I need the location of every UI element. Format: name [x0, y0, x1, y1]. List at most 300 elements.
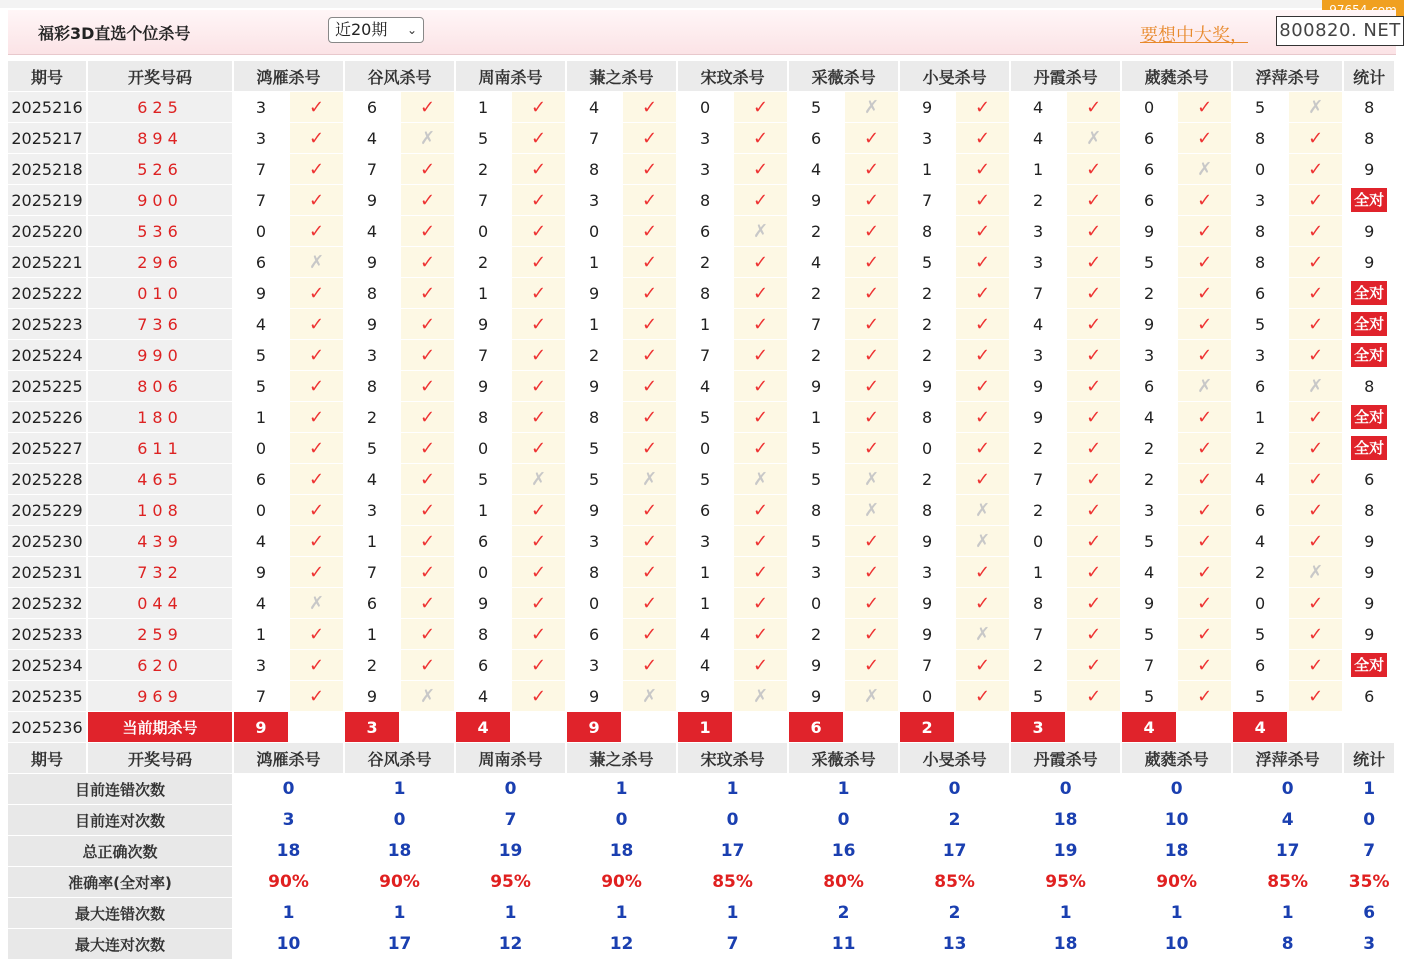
- kill-number-cell: 5: [456, 464, 512, 495]
- check-icon: ✓: [623, 619, 678, 650]
- kill-number-cell: 9: [678, 681, 734, 712]
- check-icon: ✓: [1067, 340, 1122, 371]
- table-row: [8, 247, 1396, 278]
- period-select-value: 近20期: [335, 20, 388, 39]
- check-icon: ✓: [1289, 154, 1344, 185]
- check-icon: ✓: [734, 371, 789, 402]
- issue-cell: 2025234: [8, 650, 88, 681]
- summary-value: 18: [234, 836, 345, 867]
- table-row: [8, 154, 1396, 185]
- draw-numbers-cell: 526: [88, 154, 234, 185]
- kill-number-cell: 5: [567, 433, 623, 464]
- check-icon: ✓: [734, 123, 789, 154]
- summary-value: 19: [1011, 836, 1122, 867]
- kill-number-cell: 2: [456, 247, 512, 278]
- kill-number-cell: 9: [900, 588, 956, 619]
- kill-number-cell: 6: [234, 247, 290, 278]
- kill-number-cell: 8: [456, 402, 512, 433]
- check-icon: ✓: [401, 588, 456, 619]
- kill-number-cell: 0: [789, 588, 845, 619]
- col-header-expert: 浮萍杀号: [1233, 743, 1344, 774]
- kill-number-cell: 7: [678, 340, 734, 371]
- stat-cell: 9: [1344, 588, 1396, 619]
- summary-value: 17: [345, 929, 456, 960]
- kill-number-cell: 9: [234, 557, 290, 588]
- check-icon: ✓: [1178, 340, 1233, 371]
- table-row: [8, 309, 1396, 340]
- cross-icon: ✗: [512, 464, 567, 495]
- summary-value: 1: [567, 774, 678, 805]
- check-icon: ✓: [401, 557, 456, 588]
- check-icon: ✓: [956, 464, 1011, 495]
- check-icon: ✓: [1067, 247, 1122, 278]
- check-icon: ✓: [734, 619, 789, 650]
- check-icon: ✓: [512, 371, 567, 402]
- summary-value: 4: [1233, 805, 1344, 836]
- table-row: [8, 92, 1396, 123]
- issue-cell: 2025221: [8, 247, 88, 278]
- draw-numbers-cell: 010: [88, 278, 234, 309]
- kill-number-cell: 5: [1122, 247, 1178, 278]
- kill-number-cell: 9: [567, 278, 623, 309]
- kill-number-cell: 3: [345, 495, 401, 526]
- kill-number-cell: 2: [789, 216, 845, 247]
- check-icon: ✓: [1067, 216, 1122, 247]
- summary-value: 0: [1233, 774, 1344, 805]
- check-icon: ✓: [1289, 681, 1344, 712]
- draw-numbers-cell: 259: [88, 619, 234, 650]
- check-icon: ✓: [1289, 340, 1344, 371]
- draw-numbers-cell: 439: [88, 526, 234, 557]
- kill-number-cell: 7: [1011, 464, 1067, 495]
- check-icon: ✓: [623, 278, 678, 309]
- table-row: [8, 402, 1396, 433]
- summary-value: 0: [456, 774, 567, 805]
- kill-number-cell: 2: [900, 278, 956, 309]
- check-icon: ✓: [512, 247, 567, 278]
- kill-number-cell: 5: [567, 464, 623, 495]
- check-icon: ✓: [1289, 123, 1344, 154]
- kill-number-cell: 0: [678, 433, 734, 464]
- summary-value: 1: [234, 898, 345, 929]
- summary-row: [8, 898, 1396, 929]
- col-header-expert: 鸿雁杀号: [234, 743, 345, 774]
- kill-number-cell: 6: [678, 495, 734, 526]
- stat-cell: 8: [1344, 92, 1396, 123]
- check-icon: ✓: [1178, 402, 1233, 433]
- kill-number-cell: 1: [789, 402, 845, 433]
- kill-number-cell: 3: [1233, 185, 1289, 216]
- check-icon: ✓: [734, 495, 789, 526]
- kill-number-table: [8, 61, 1396, 960]
- cross-icon: ✗: [845, 92, 900, 123]
- draw-numbers-cell: 044: [88, 588, 234, 619]
- check-icon: ✓: [401, 216, 456, 247]
- check-icon: ✓: [401, 185, 456, 216]
- current-kill-blank: [1178, 712, 1233, 743]
- check-icon: ✓: [290, 154, 345, 185]
- cross-icon: ✗: [1178, 371, 1233, 402]
- kill-number-cell: 9: [234, 278, 290, 309]
- draw-numbers-cell: 806: [88, 371, 234, 402]
- summary-value: 1: [1344, 774, 1396, 805]
- col-header-stat: 统计: [1344, 743, 1396, 774]
- summary-value: 1: [345, 774, 456, 805]
- cross-icon: ✗: [845, 495, 900, 526]
- all-correct-badge: 全对: [1344, 650, 1396, 681]
- stat-cell: 6: [1344, 681, 1396, 712]
- draw-numbers-cell: 736: [88, 309, 234, 340]
- check-icon: ✓: [956, 247, 1011, 278]
- summary-value: 80%: [789, 867, 900, 898]
- kill-number-cell: 2: [789, 619, 845, 650]
- check-icon: ✓: [956, 433, 1011, 464]
- kill-number-cell: 2: [1233, 433, 1289, 464]
- check-icon: ✓: [956, 216, 1011, 247]
- cross-icon: ✗: [956, 619, 1011, 650]
- kill-number-cell: 3: [900, 557, 956, 588]
- summary-value: 8: [1233, 929, 1344, 960]
- check-icon: ✓: [734, 309, 789, 340]
- check-icon: ✓: [1067, 619, 1122, 650]
- kill-number-cell: 4: [678, 619, 734, 650]
- check-icon: ✓: [623, 154, 678, 185]
- kill-number-cell: 4: [234, 526, 290, 557]
- summary-value: 85%: [900, 867, 1011, 898]
- check-icon: ✓: [401, 433, 456, 464]
- summary-value: 19: [456, 836, 567, 867]
- check-icon: ✓: [401, 154, 456, 185]
- top-strip: [0, 0, 1404, 8]
- check-icon: ✓: [734, 650, 789, 681]
- check-icon: ✓: [734, 185, 789, 216]
- issue-cell: 2025236: [8, 712, 88, 743]
- check-icon: ✓: [290, 464, 345, 495]
- check-icon: ✓: [845, 278, 900, 309]
- kill-number-cell: 3: [234, 92, 290, 123]
- summary-value: 90%: [234, 867, 345, 898]
- check-icon: ✓: [401, 247, 456, 278]
- summary-value: 7: [456, 805, 567, 836]
- check-icon: ✓: [512, 650, 567, 681]
- kill-number-cell: 0: [900, 433, 956, 464]
- kill-number-cell: 1: [345, 619, 401, 650]
- kill-number-cell: 5: [1122, 619, 1178, 650]
- cross-icon: ✗: [734, 681, 789, 712]
- current-stat-blank: [1344, 712, 1396, 743]
- kill-number-cell: 3: [900, 123, 956, 154]
- kill-number-cell: 2: [1122, 433, 1178, 464]
- kill-number-cell: 6: [1122, 185, 1178, 216]
- check-icon: ✓: [290, 123, 345, 154]
- summary-label: 总正确次数: [8, 836, 234, 867]
- kill-number-cell: 2: [789, 278, 845, 309]
- kill-number-cell: 5: [789, 92, 845, 123]
- kill-number-cell: 9: [1122, 309, 1178, 340]
- page-title: 福彩3D直选个位杀号: [38, 24, 191, 43]
- check-icon: ✓: [1289, 278, 1344, 309]
- check-icon: ✓: [290, 92, 345, 123]
- check-icon: ✓: [734, 154, 789, 185]
- kill-number-cell: 2: [1011, 185, 1067, 216]
- kill-number-cell: 5: [1122, 526, 1178, 557]
- summary-value: 7: [1344, 836, 1396, 867]
- check-icon: ✓: [1178, 650, 1233, 681]
- kill-number-cell: 5: [1233, 92, 1289, 123]
- col-header-numbers: 开奖号码: [88, 61, 234, 92]
- kill-number-cell: 0: [1233, 154, 1289, 185]
- kill-number-cell: 1: [345, 526, 401, 557]
- check-icon: ✓: [845, 309, 900, 340]
- kill-number-cell: 3: [234, 650, 290, 681]
- check-icon: ✓: [401, 650, 456, 681]
- kill-number-cell: 1: [456, 92, 512, 123]
- check-icon: ✓: [290, 650, 345, 681]
- kill-number-cell: 3: [678, 154, 734, 185]
- kill-number-cell: 1: [456, 278, 512, 309]
- kill-number-cell: 2: [456, 154, 512, 185]
- stat-cell: 6: [1344, 464, 1396, 495]
- kill-number-cell: 4: [345, 464, 401, 495]
- issue-cell: 2025230: [8, 526, 88, 557]
- check-icon: ✓: [1067, 681, 1122, 712]
- check-icon: ✓: [512, 495, 567, 526]
- kill-number-cell: 5: [234, 371, 290, 402]
- check-icon: ✓: [1178, 185, 1233, 216]
- chevron-down-icon: ⌄: [406, 23, 417, 37]
- kill-number-cell: 2: [1011, 495, 1067, 526]
- cross-icon: ✗: [1289, 92, 1344, 123]
- check-icon: ✓: [845, 619, 900, 650]
- summary-value: 95%: [1011, 867, 1122, 898]
- col-header-numbers: 开奖号码: [88, 743, 234, 774]
- summary-row: [8, 836, 1396, 867]
- check-icon: ✓: [845, 247, 900, 278]
- check-icon: ✓: [734, 433, 789, 464]
- summary-value: 0: [900, 774, 1011, 805]
- kill-number-cell: 5: [345, 433, 401, 464]
- kill-number-cell: 8: [789, 495, 845, 526]
- summary-row: [8, 867, 1396, 898]
- cross-icon: ✗: [734, 216, 789, 247]
- current-kill-number: 4: [456, 712, 512, 743]
- check-icon: ✓: [1067, 650, 1122, 681]
- all-correct-badge: 全对: [1344, 185, 1396, 216]
- header-row: [8, 743, 1396, 774]
- cross-icon: ✗: [401, 123, 456, 154]
- kill-number-cell: 3: [1011, 340, 1067, 371]
- check-icon: ✓: [623, 247, 678, 278]
- stat-cell: 8: [1344, 123, 1396, 154]
- issue-cell: 2025224: [8, 340, 88, 371]
- stat-cell: 9: [1344, 619, 1396, 650]
- kill-number-cell: 6: [456, 650, 512, 681]
- ad-site-box[interactable]: 800820. NET: [1276, 16, 1404, 46]
- check-icon: ✓: [956, 557, 1011, 588]
- kill-number-cell: 2: [678, 247, 734, 278]
- draw-numbers-cell: 108: [88, 495, 234, 526]
- check-icon: ✓: [956, 402, 1011, 433]
- check-icon: ✓: [1067, 433, 1122, 464]
- summary-value: 18: [1011, 929, 1122, 960]
- check-icon: ✓: [845, 402, 900, 433]
- issue-cell: 2025223: [8, 309, 88, 340]
- check-icon: ✓: [512, 526, 567, 557]
- stat-cell: 9: [1344, 216, 1396, 247]
- check-icon: ✓: [1178, 588, 1233, 619]
- kill-number-cell: 5: [1233, 309, 1289, 340]
- summary-value: 3: [234, 805, 345, 836]
- check-icon: ✓: [290, 278, 345, 309]
- check-icon: ✓: [623, 402, 678, 433]
- stat-cell: 9: [1344, 526, 1396, 557]
- check-icon: ✓: [1178, 526, 1233, 557]
- col-header-expert: 丹霞杀号: [1011, 743, 1122, 774]
- check-icon: ✓: [1289, 402, 1344, 433]
- check-icon: ✓: [956, 681, 1011, 712]
- check-icon: ✓: [956, 92, 1011, 123]
- check-icon: ✓: [290, 402, 345, 433]
- kill-number-cell: 7: [900, 185, 956, 216]
- kill-number-cell: 3: [678, 526, 734, 557]
- all-correct-badge: 全对: [1344, 433, 1396, 464]
- check-icon: ✓: [290, 340, 345, 371]
- check-icon: ✓: [623, 92, 678, 123]
- page-header: [8, 10, 1401, 55]
- check-icon: ✓: [512, 309, 567, 340]
- kill-number-cell: 5: [789, 433, 845, 464]
- kill-number-cell: 0: [456, 557, 512, 588]
- summary-value: 85%: [678, 867, 789, 898]
- kill-number-cell: 9: [1122, 216, 1178, 247]
- kill-number-cell: 4: [789, 154, 845, 185]
- ad-link[interactable]: 要想中大奖，: [1140, 25, 1248, 46]
- kill-number-cell: 5: [789, 464, 845, 495]
- stat-cell: 8: [1344, 495, 1396, 526]
- kill-number-cell: 9: [567, 681, 623, 712]
- col-header-expert: 浮萍杀号: [1233, 61, 1344, 92]
- summary-value: 0: [678, 805, 789, 836]
- current-kill-number: 9: [234, 712, 290, 743]
- check-icon: ✓: [1178, 433, 1233, 464]
- kill-number-cell: 2: [900, 309, 956, 340]
- summary-value: 90%: [345, 867, 456, 898]
- col-header-expert: 小旻杀号: [900, 61, 1011, 92]
- issue-cell: 2025218: [8, 154, 88, 185]
- kill-number-cell: 6: [234, 464, 290, 495]
- check-icon: ✓: [623, 123, 678, 154]
- period-select[interactable]: [328, 17, 424, 43]
- kill-number-cell: 9: [900, 619, 956, 650]
- check-icon: ✓: [845, 185, 900, 216]
- check-icon: ✓: [623, 433, 678, 464]
- check-icon: ✓: [512, 557, 567, 588]
- draw-numbers-cell: 180: [88, 402, 234, 433]
- kill-number-cell: 2: [345, 650, 401, 681]
- summary-value: 2: [900, 805, 1011, 836]
- col-header-expert: 宋玟杀号: [678, 743, 789, 774]
- check-icon: ✓: [1067, 495, 1122, 526]
- check-icon: ✓: [734, 92, 789, 123]
- kill-number-cell: 0: [234, 495, 290, 526]
- check-icon: ✓: [290, 309, 345, 340]
- cross-icon: ✗: [734, 464, 789, 495]
- table-row: [8, 278, 1396, 309]
- check-icon: ✓: [1178, 278, 1233, 309]
- summary-value: 35%: [1344, 867, 1396, 898]
- draw-numbers-cell: 620: [88, 650, 234, 681]
- kill-number-cell: 7: [1122, 650, 1178, 681]
- table-row: [8, 464, 1396, 495]
- current-kill-blank: [623, 712, 678, 743]
- table-row: [8, 495, 1396, 526]
- kill-number-cell: 4: [1233, 464, 1289, 495]
- table-row: [8, 371, 1396, 402]
- kill-number-cell: 9: [456, 309, 512, 340]
- kill-number-cell: 8: [900, 495, 956, 526]
- issue-cell: 2025235: [8, 681, 88, 712]
- kill-number-cell: 9: [456, 371, 512, 402]
- kill-number-cell: 7: [456, 340, 512, 371]
- summary-value: 2: [900, 898, 1011, 929]
- kill-number-cell: 9: [345, 185, 401, 216]
- kill-number-cell: 0: [456, 216, 512, 247]
- check-icon: ✓: [401, 340, 456, 371]
- draw-numbers-cell: 611: [88, 433, 234, 464]
- kill-number-cell: 8: [678, 278, 734, 309]
- check-icon: ✓: [401, 278, 456, 309]
- check-icon: ✓: [1289, 526, 1344, 557]
- current-kill-blank: [290, 712, 345, 743]
- table-row: [8, 619, 1396, 650]
- check-icon: ✓: [1067, 557, 1122, 588]
- check-icon: ✓: [1067, 464, 1122, 495]
- kill-number-cell: 6: [567, 619, 623, 650]
- cross-icon: ✗: [1178, 154, 1233, 185]
- check-icon: ✓: [1067, 92, 1122, 123]
- col-header-expert: 葳蕤杀号: [1122, 743, 1233, 774]
- kill-number-cell: 3: [234, 123, 290, 154]
- kill-number-cell: 6: [1122, 123, 1178, 154]
- draw-numbers-cell: 296: [88, 247, 234, 278]
- kill-number-cell: 4: [678, 371, 734, 402]
- check-icon: ✓: [290, 619, 345, 650]
- issue-cell: 2025228: [8, 464, 88, 495]
- check-icon: ✓: [1289, 619, 1344, 650]
- kill-number-cell: 8: [345, 278, 401, 309]
- kill-number-cell: 6: [1122, 154, 1178, 185]
- kill-number-cell: 3: [678, 123, 734, 154]
- check-icon: ✓: [1178, 216, 1233, 247]
- check-icon: ✓: [290, 495, 345, 526]
- check-icon: ✓: [623, 526, 678, 557]
- summary-value: 0: [567, 805, 678, 836]
- col-header-expert: 丹霞杀号: [1011, 61, 1122, 92]
- current-kill-number: 1: [678, 712, 734, 743]
- kill-number-cell: 9: [1011, 402, 1067, 433]
- summary-value: 0: [1011, 774, 1122, 805]
- check-icon: ✓: [512, 278, 567, 309]
- issue-cell: 2025231: [8, 557, 88, 588]
- check-icon: ✓: [1067, 371, 1122, 402]
- kill-number-cell: 8: [567, 402, 623, 433]
- check-icon: ✓: [290, 216, 345, 247]
- summary-value: 90%: [567, 867, 678, 898]
- col-header-expert: 小旻杀号: [900, 743, 1011, 774]
- check-icon: ✓: [1289, 588, 1344, 619]
- check-icon: ✓: [956, 309, 1011, 340]
- summary-value: 6: [1344, 898, 1396, 929]
